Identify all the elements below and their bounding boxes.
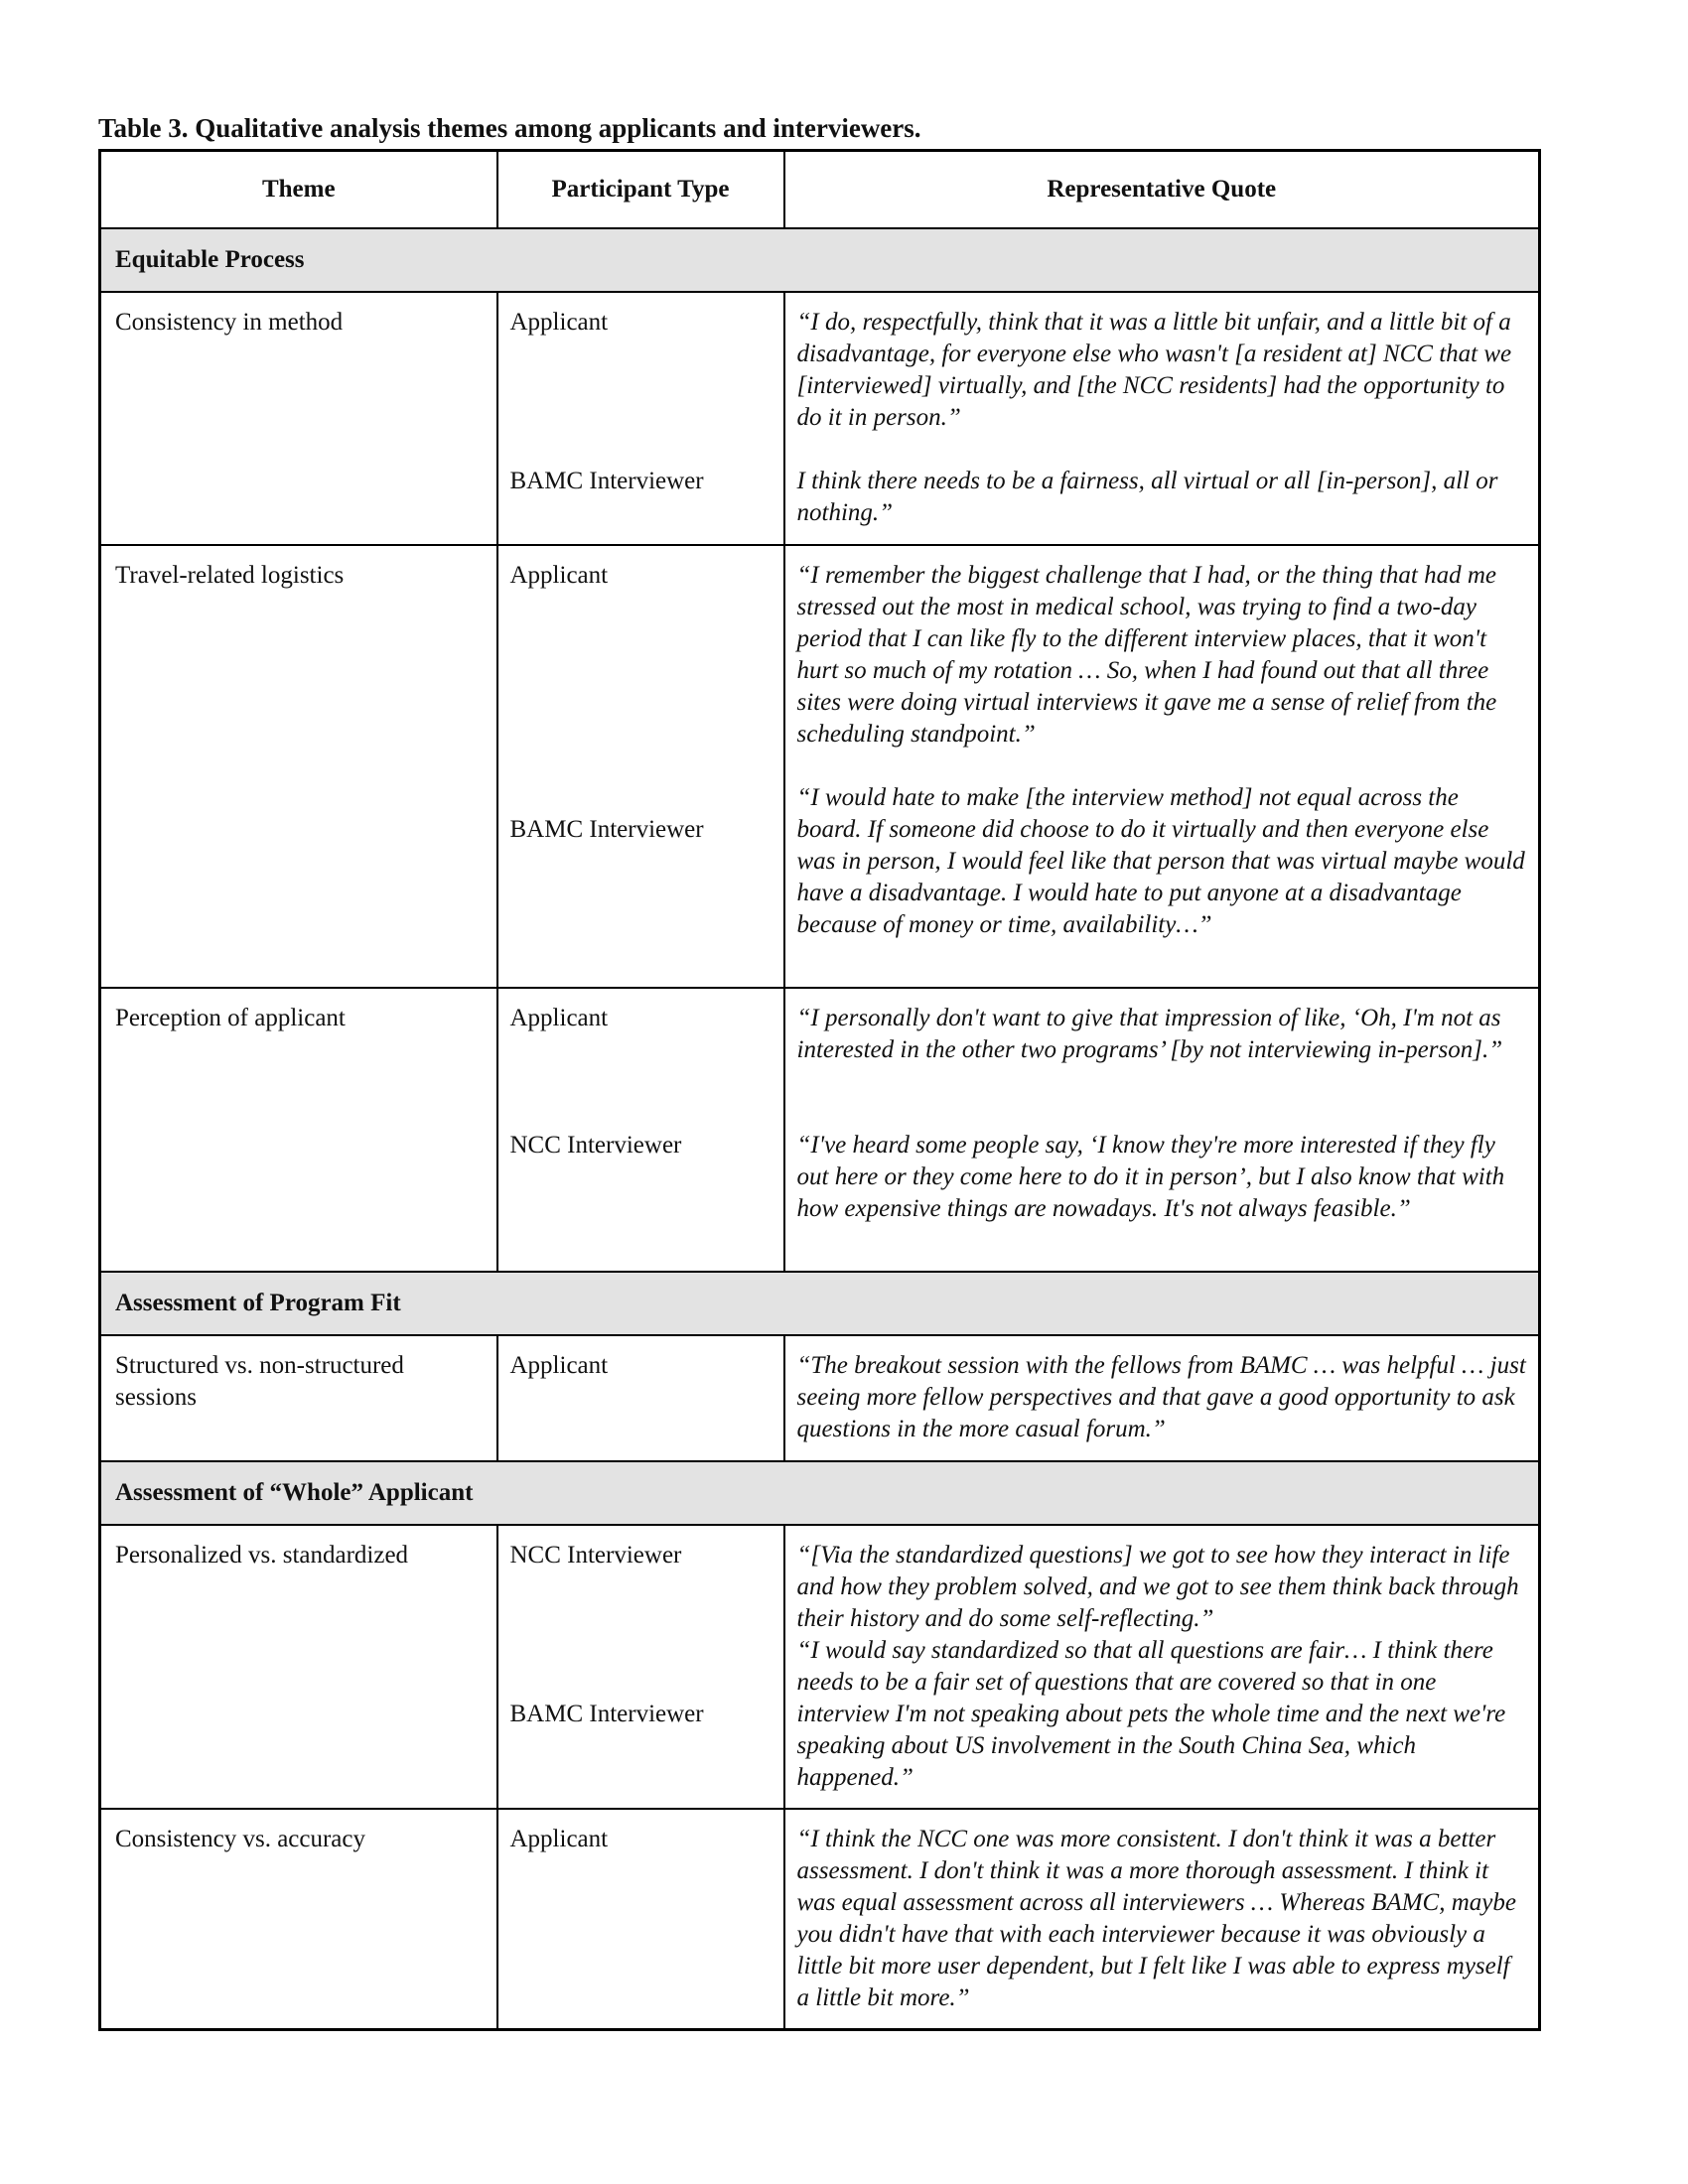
participant-label: Applicant xyxy=(509,562,609,589)
participant-label: BAMC Interviewer xyxy=(509,468,704,494)
quote-text: “I remember the biggest challenge that I had, or the thing that had me stressed out the most in medical school, was trying to find a two-day period that I can like fly to the different interview places, that it won't hurt so much of my rotation … So, when I had found out that all three sites were doing virtual interviews it gave me a sense of relief from the scheduling standpoint.” xyxy=(796,562,1497,748)
participant-cell xyxy=(497,545,784,988)
quote-text: I think there needs to be a fairness, all virtual or all [in-person], all or nothing.” xyxy=(796,468,1498,526)
theme-cell: Personalized vs. standardized xyxy=(100,1525,497,1809)
table-container xyxy=(98,149,1538,2031)
participant-label: Applicant xyxy=(509,1826,609,1852)
quote-cell xyxy=(784,988,1540,1272)
quote-text: “[Via the standardized questions] we got to see how they interact in life and how they problem solved, and we got to see them think back through their history and do some self-reflecting.” xyxy=(796,1542,1519,1632)
participant-cell xyxy=(497,292,784,545)
theme-cell: Consistency in method xyxy=(100,292,497,545)
quote-text: “The breakout session with the fellows from BAMC … was helpful … just seeing more fellow perspectives and that gave a good opportunity to ask questions in the more casual forum.” xyxy=(796,1352,1526,1442)
quote-text: “I've heard some people say, ‘I know they're more interested if they fly out here or they come here to do it in person’, but I also know that with how expensive things are nowadays. It's not always feasible.” xyxy=(796,1132,1505,1222)
theme-cell: Consistency vs. accuracy xyxy=(100,1809,497,2029)
section-row xyxy=(100,1272,1540,1335)
header-theme: Theme xyxy=(100,151,497,229)
table-row xyxy=(100,292,1540,545)
quote-text: “I personally don't want to give that impression of like, ‘Oh, I'm not as interested in the other two programs’ [by not interviewing in-person].” xyxy=(796,1005,1503,1063)
quote-cell xyxy=(784,1525,1540,1809)
participant-label: BAMC Interviewer xyxy=(509,1701,704,1727)
participant-label: NCC Interviewer xyxy=(509,1542,682,1569)
table-row xyxy=(100,1525,1540,1809)
quote-cell xyxy=(784,1809,1540,2029)
quote-text: “I do, respectfully, think that it was a little bit unfair, and a little bit of a disadvantage, for everyone else who wasn't [a resident at] NCC that we [interviewed] virtually, and [the NCC residents] had the opportunity to do it in person.” xyxy=(796,309,1512,431)
table-row xyxy=(100,545,1540,988)
participant-label: Applicant xyxy=(509,1352,609,1379)
theme-cell: Perception of applicant xyxy=(100,988,497,1272)
quote-text: “I would say standardized so that all questions are fair… I think there needs to be a fair set of questions that are covered so that in one interview I'm not speaking about pets the whole time and the next we're speaking about US involvement in the South China Sea, which happened.” xyxy=(796,1637,1506,1791)
participant-cell xyxy=(497,988,784,1272)
quote-text: “I would hate to make [the interview method] not equal across the board. If someone did choose to do it virtually and then everyone else was in person, I would feel like that person that was virtual maybe would have a disadvantage. I would hate to put anyone at a disadvantage because of money or time, availability…” xyxy=(796,784,1525,938)
header-representative-quote: Representative Quote xyxy=(784,151,1540,229)
section-title: Equitable Process xyxy=(100,228,1540,292)
quote-text: “I think the NCC one was more consistent. I don't think it was a better assessment. I don't think it was a more thorough assessment. I think it was equal assessment across all interviewers … Whereas BAMC, maybe you didn't have that with each interviewer because it was obviously a little bit more user dependent, but I felt like I was able to express myself a little bit more.” xyxy=(796,1826,1516,2011)
section-row xyxy=(100,228,1540,292)
participant-cell xyxy=(497,1335,784,1461)
header-row xyxy=(100,151,1540,229)
participant-cell xyxy=(497,1525,784,1809)
theme-cell: Structured vs. non-structured sessions xyxy=(100,1335,497,1461)
table-caption: Table 3. Qualitative analysis themes among applicants and interviewers. xyxy=(98,113,921,143)
participant-label: BAMC Interviewer xyxy=(509,816,704,843)
table-row xyxy=(100,1335,1540,1461)
section-title: Assessment of Program Fit xyxy=(100,1272,1540,1335)
quote-cell xyxy=(784,545,1540,988)
participant-label: Applicant xyxy=(509,1005,609,1031)
section-row xyxy=(100,1461,1540,1525)
table-row xyxy=(100,1809,1540,2029)
theme-cell: Travel-related logistics xyxy=(100,545,497,988)
participant-label: Applicant xyxy=(509,309,609,336)
table-row xyxy=(100,988,1540,1272)
quote-cell xyxy=(784,292,1540,545)
participant-label: NCC Interviewer xyxy=(509,1132,682,1159)
section-title: Assessment of “Whole” Applicant xyxy=(100,1461,1540,1525)
participant-cell xyxy=(497,1809,784,2029)
header-participant-type: Participant Type xyxy=(497,151,784,229)
quote-cell xyxy=(784,1335,1540,1461)
qualitative-themes-table xyxy=(98,149,1541,2031)
